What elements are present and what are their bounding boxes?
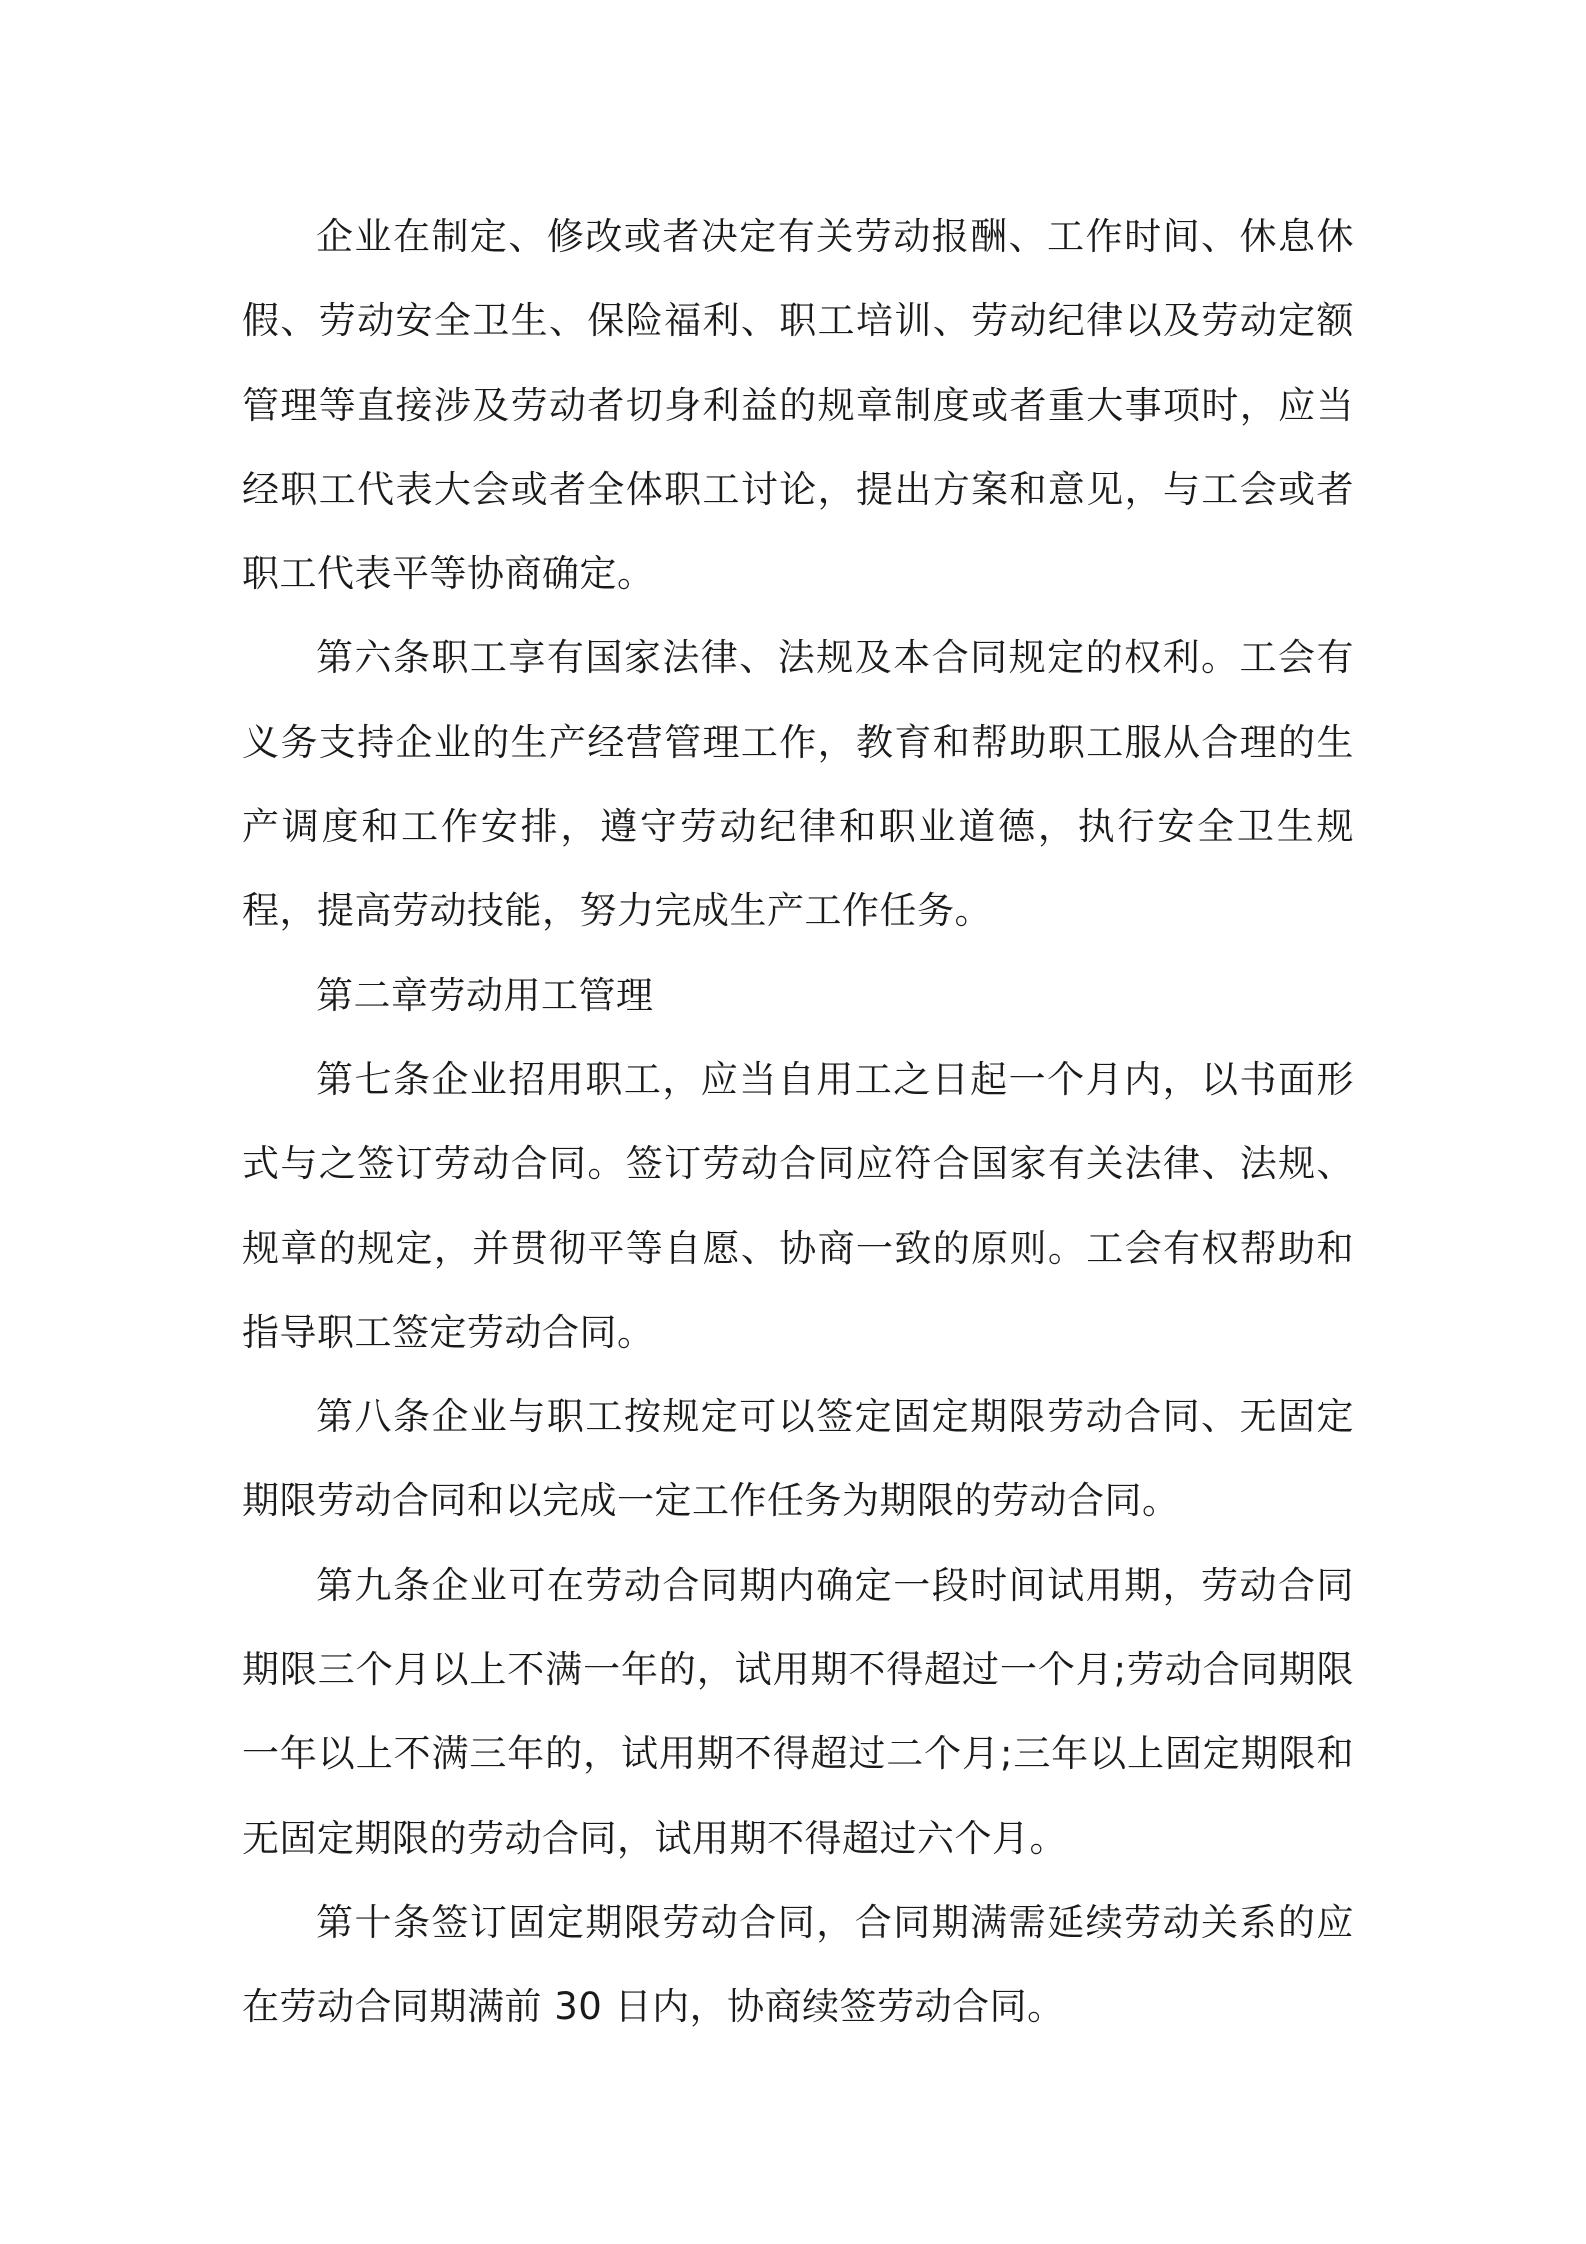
paragraph-rules-consultation: 企业在制定、修改或者决定有关劳动报酬、工作时间、休息休假、劳动安全卫生、保险福利、职工培训、劳动纪律以及劳动定额管理等直接涉及劳动者切身利益的规章制度或者重大事项时，应当经职工代表大会或者全体职工讨论，提出方案和意见，与工会或者职工代表平等协商确定。 xyxy=(242,215,1354,596)
paragraph-article-10: 第十条签订固定期限劳动合同，合同期满需延续劳动关系的应在劳动合同期满前 30 日内，协商续签劳动合同。 xyxy=(242,1900,1354,2029)
paragraph-article-8: 第八条企业与职工按规定可以签定固定期限劳动合同、无固定期限劳动合同和以完成一定工作任务为期限的劳动合同。 xyxy=(242,1395,1354,1523)
chapter-heading: 第二章劳动用工管理 xyxy=(316,973,654,1017)
paragraph-article-6: 第六条职工享有国家法律、法规及本合同规定的权利。工会有义务支持企业的生产经营管理工作，教育和帮助职工服从合理的生产调度和工作安排，遵守劳动纪律和职业道德，执行安全卫生规程，提高劳动技能，努力完成生产工作任务。 xyxy=(242,636,1354,933)
paragraph-article-7: 第七条企业招用职工，应当自用工之日起一个月内，以书面形式与之签订劳动合同。签订劳动合同应符合国家有关法律、法规、规章的规定，并贯彻平等自愿、协商一致的原则。工会有权帮助和指导职工签定劳动合同。 xyxy=(242,1057,1354,1354)
paragraph-article-9: 第九条企业可在劳动合同期内确定一段时间试用期，劳动合同期限三个月以上不满一年的，试用期不得超过一个月;劳动合同期限一年以上不满三年的，试用期不得超过二个月;三年以上固定期限和无固定期限的劳动合同，试用期不得超过六个月。 xyxy=(242,1563,1354,1860)
document-body xyxy=(242,195,1354,2050)
